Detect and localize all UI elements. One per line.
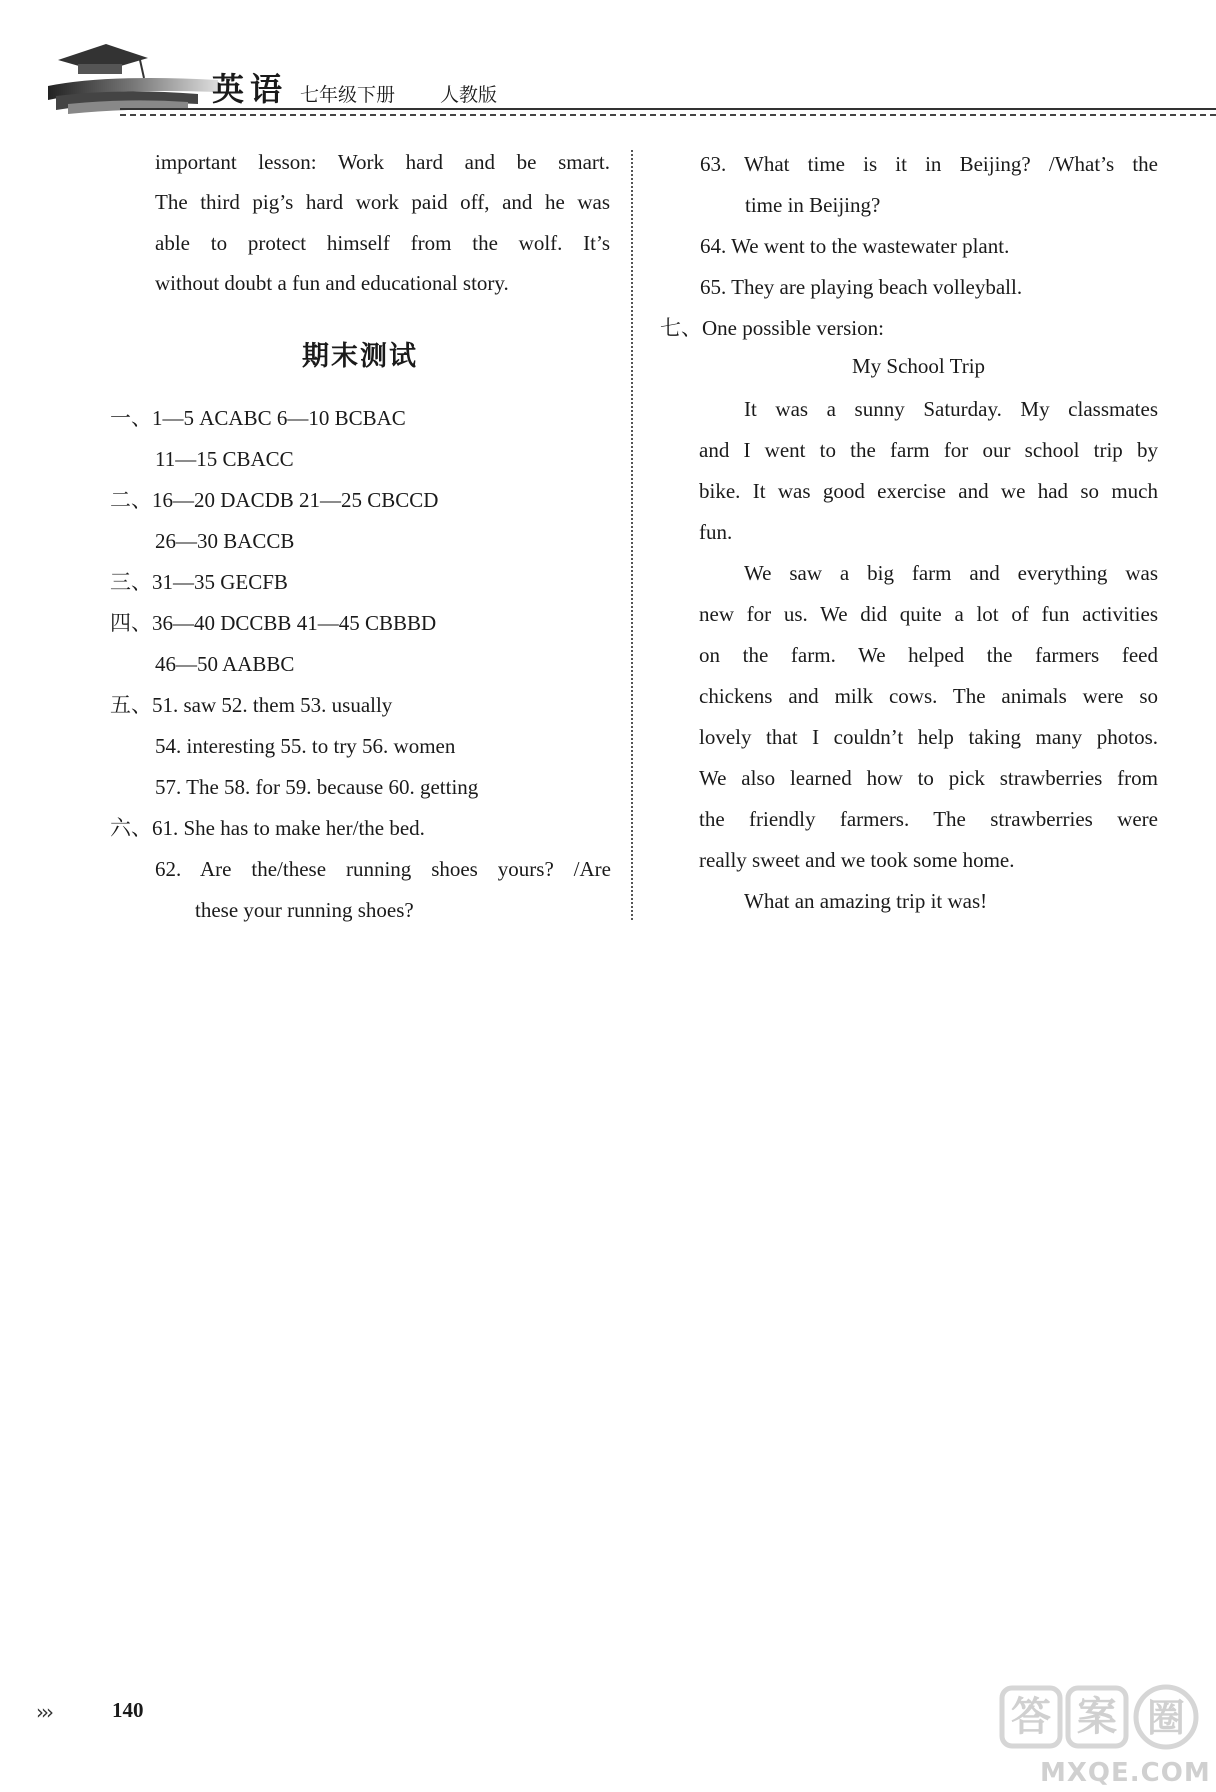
answer-line: time in Beijing? <box>745 193 881 217</box>
page-header <box>0 0 1216 120</box>
section-heading: 期末测试 <box>302 341 418 372</box>
graduation-cap-books-icon <box>48 38 218 114</box>
answer-line: 26—30 BACCB <box>155 529 295 553</box>
answer-line: 四、36—40 DCCBB 41—45 CBBBD <box>110 611 437 635</box>
column-divider <box>631 150 633 920</box>
essay-line: bike. It was good exercise and we had so much <box>699 479 1158 503</box>
essay-line: What an amazing trip it was! <box>744 889 988 913</box>
essay-line: and I went to the farm for our school trip by <box>699 438 1158 462</box>
essay-line: on the farm. We helped the farmers feed <box>699 643 1158 667</box>
grade-label: 七年级下册 <box>300 84 396 106</box>
answer-line: 二、16—20 DACDB 21—25 CBCCD <box>110 488 439 512</box>
answer-line: 62. Are the/these running shoes yours? /Are <box>155 857 611 881</box>
essay-line: lovely that I couldn’t help taking many photos. <box>699 725 1158 749</box>
answer-line: 54. interesting 55. to try 56. women <box>155 734 456 758</box>
watermark-text: MXQE.COM <box>1040 1758 1211 1788</box>
story-line: able to protect himself from the wolf. It’s <box>155 231 610 255</box>
watermark-glyph: 案 <box>1077 1694 1117 1740</box>
essay-line: the friendly farmers. The strawberries were <box>699 807 1158 831</box>
story-line: The third pig’s hard work paid off, and he was <box>155 190 610 214</box>
answer-line: 57. The 58. for 59. because 60. getting <box>155 775 479 799</box>
answer-line: 11—15 CBACC <box>155 447 294 471</box>
essay-line: really sweet and we took some home. <box>699 848 1015 872</box>
watermark-glyph: 答 <box>1011 1694 1051 1740</box>
header-dashed-rule <box>120 114 1216 116</box>
edition-label: 人教版 <box>440 84 498 106</box>
answer-line: 一、1—5 ACABC 6—10 BCBAC <box>110 406 406 430</box>
answer-line: 五、51. saw 52. them 53. usually <box>110 693 393 717</box>
story-line: without doubt a fun and educational story. <box>155 271 509 295</box>
answer-line: 三、31—35 GECFB <box>110 570 288 594</box>
answer-line: 六、61. She has to make her/the bed. <box>110 816 425 840</box>
essay-line: chickens and milk cows. The animals were so <box>699 684 1158 708</box>
header-rule <box>120 108 1216 110</box>
story-line: important lesson: Work hard and be smart. <box>155 150 610 174</box>
essay-title: My School Trip <box>852 354 986 378</box>
essay-line: We saw a big farm and everything was <box>744 561 1158 585</box>
essay-line: We also learned how to pick strawberries from <box>699 766 1158 790</box>
watermark-glyph: 圈 <box>1146 1696 1186 1740</box>
answer-line: 七、One possible version: <box>660 316 884 340</box>
essay-line: It was a sunny Saturday. My classmates <box>744 397 1158 421</box>
essay-line: fun. <box>699 520 733 544</box>
page-arrows-icon: ››› <box>36 1700 51 1724</box>
answer-line: 63. What time is it in Beijing? /What’s the <box>700 152 1158 176</box>
subject-title: 英语 <box>212 70 289 108</box>
answer-line: these your running shoes? <box>195 898 414 922</box>
answer-line: 46—50 AABBC <box>155 652 295 676</box>
page-number: 140 <box>112 1698 144 1722</box>
essay-line: new for us. We did quite a lot of fun activities <box>699 602 1158 626</box>
answer-line: 64. We went to the wastewater plant. <box>700 234 1010 258</box>
answer-line: 65. They are playing beach volleyball. <box>700 275 1023 299</box>
